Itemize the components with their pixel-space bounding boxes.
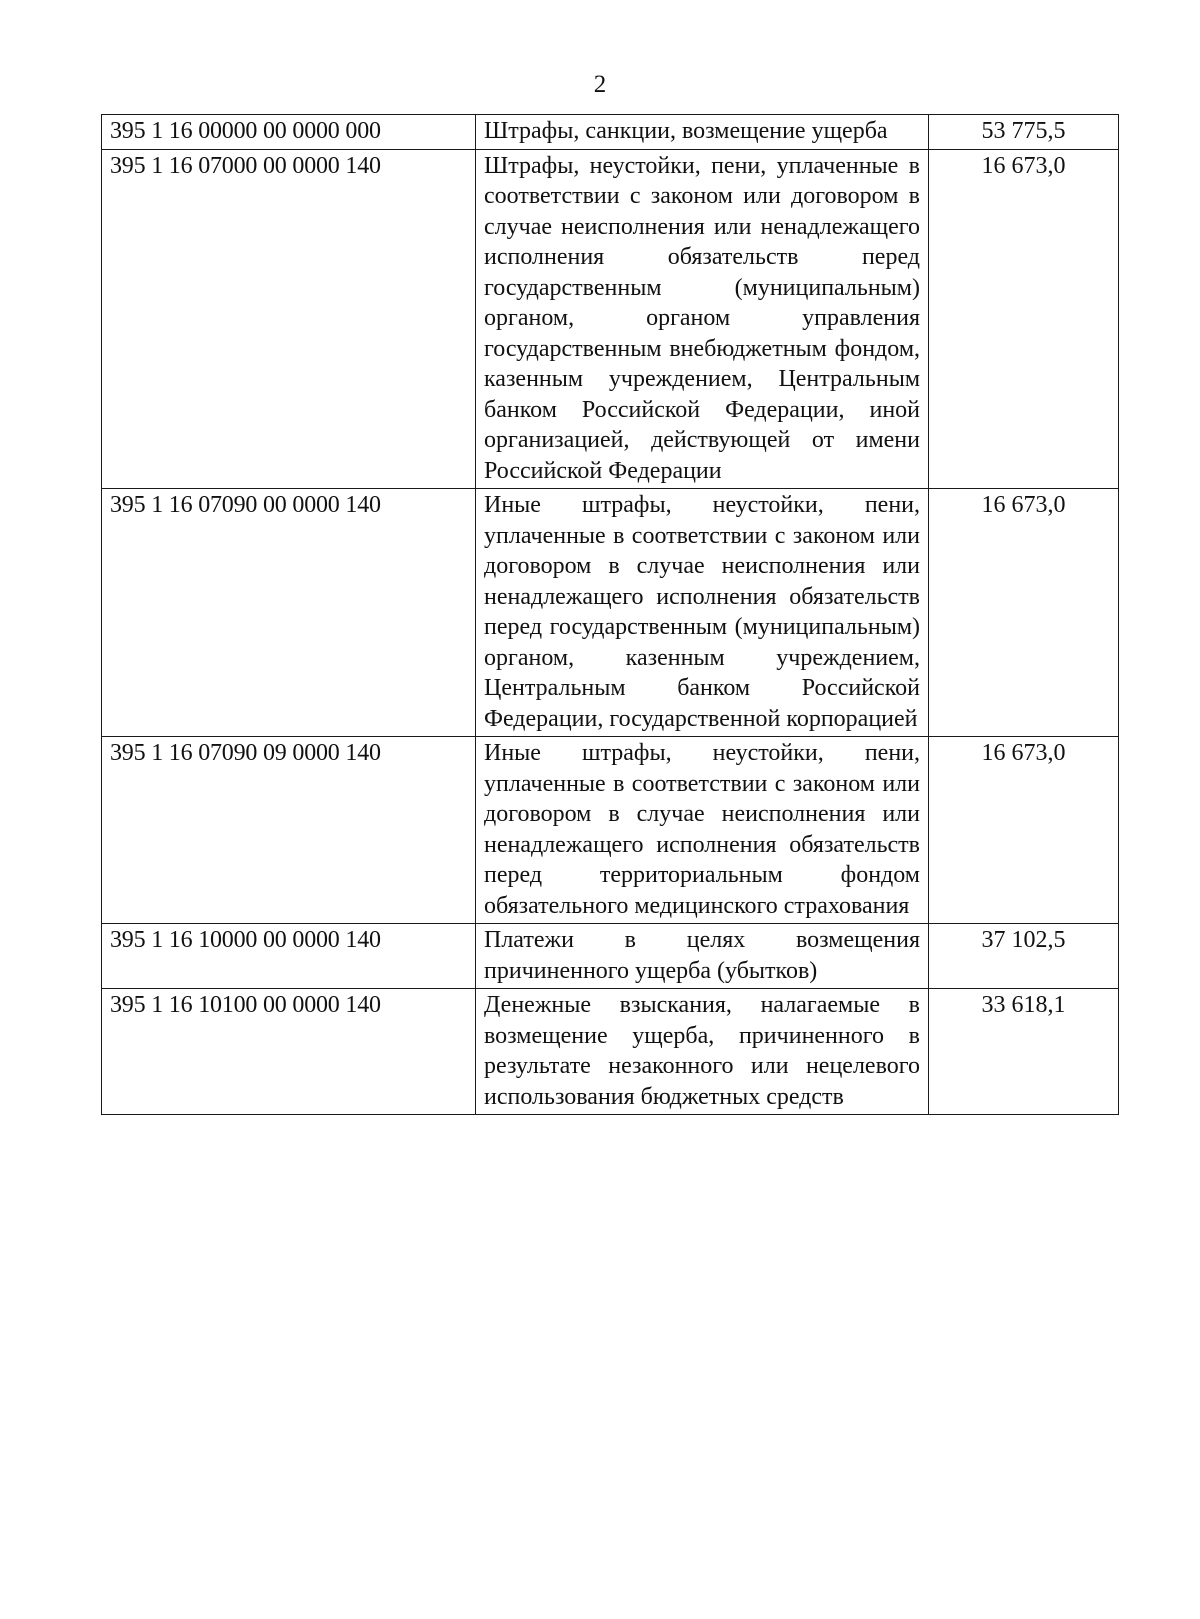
budget-code-cell: 395 1 16 10100 00 0000 140 <box>102 989 476 1115</box>
table-row <box>102 924 1119 989</box>
income-name-cell: Иные штрафы, неустойки, пени, уплаченные в соответствии с законом или договором в случае неисполнения или ненадлежащего исполнения обязательств перед территориальным фондом обязательного медицинского страхования <box>476 737 929 924</box>
income-name-cell: Иные штрафы, неустойки, пени, уплаченные в соответствии с законом или договором в случае неисполнения или ненадлежащего исполнения обязательств перед государственным (муниципальным) органом, казенным учреждением, Центральным банком Российской Федерации, государственной корпорацией <box>476 489 929 737</box>
income-name-cell: Платежи в целях возмещения причиненного ущерба (убытков) <box>476 924 929 989</box>
amount-cell: 16 673,0 <box>929 149 1119 489</box>
income-name-cell: Денежные взыскания, налагаемые в возмещение ущерба, причиненного в результате незаконного или нецелевого использования бюджетных средств <box>476 989 929 1115</box>
table-row <box>102 737 1119 924</box>
amount-cell: 53 775,5 <box>929 115 1119 150</box>
amount-cell: 16 673,0 <box>929 737 1119 924</box>
budget-code-cell: 395 1 16 10000 00 0000 140 <box>102 924 476 989</box>
table-row <box>102 149 1119 489</box>
page-number: 2 <box>593 71 607 98</box>
income-name-cell: Штрафы, неустойки, пени, уплаченные в соответствии с законом или договором в случае неисполнения или ненадлежащего исполнения обязательств перед государственным (муниципальным) органом, органом управления государственным внебюджетным фондом, казенным учреждением, Центральным банком Российской Федерации, иной организацией, действующей от имени Российской Федерации <box>476 149 929 489</box>
budget-table <box>101 114 1119 1115</box>
table-row <box>102 989 1119 1115</box>
amount-cell: 33 618,1 <box>929 989 1119 1115</box>
amount-cell: 37 102,5 <box>929 924 1119 989</box>
budget-code-cell: 395 1 16 07090 00 0000 140 <box>102 489 476 737</box>
table-row <box>102 115 1119 150</box>
budget-code-cell: 395 1 16 07000 00 0000 140 <box>102 149 476 489</box>
budget-code-cell: 395 1 16 00000 00 0000 000 <box>102 115 476 150</box>
budget-code-cell: 395 1 16 07090 09 0000 140 <box>102 737 476 924</box>
amount-cell: 16 673,0 <box>929 489 1119 737</box>
table-row <box>102 489 1119 737</box>
income-name-cell: Штрафы, санкции, возмещение ущерба <box>476 115 929 150</box>
